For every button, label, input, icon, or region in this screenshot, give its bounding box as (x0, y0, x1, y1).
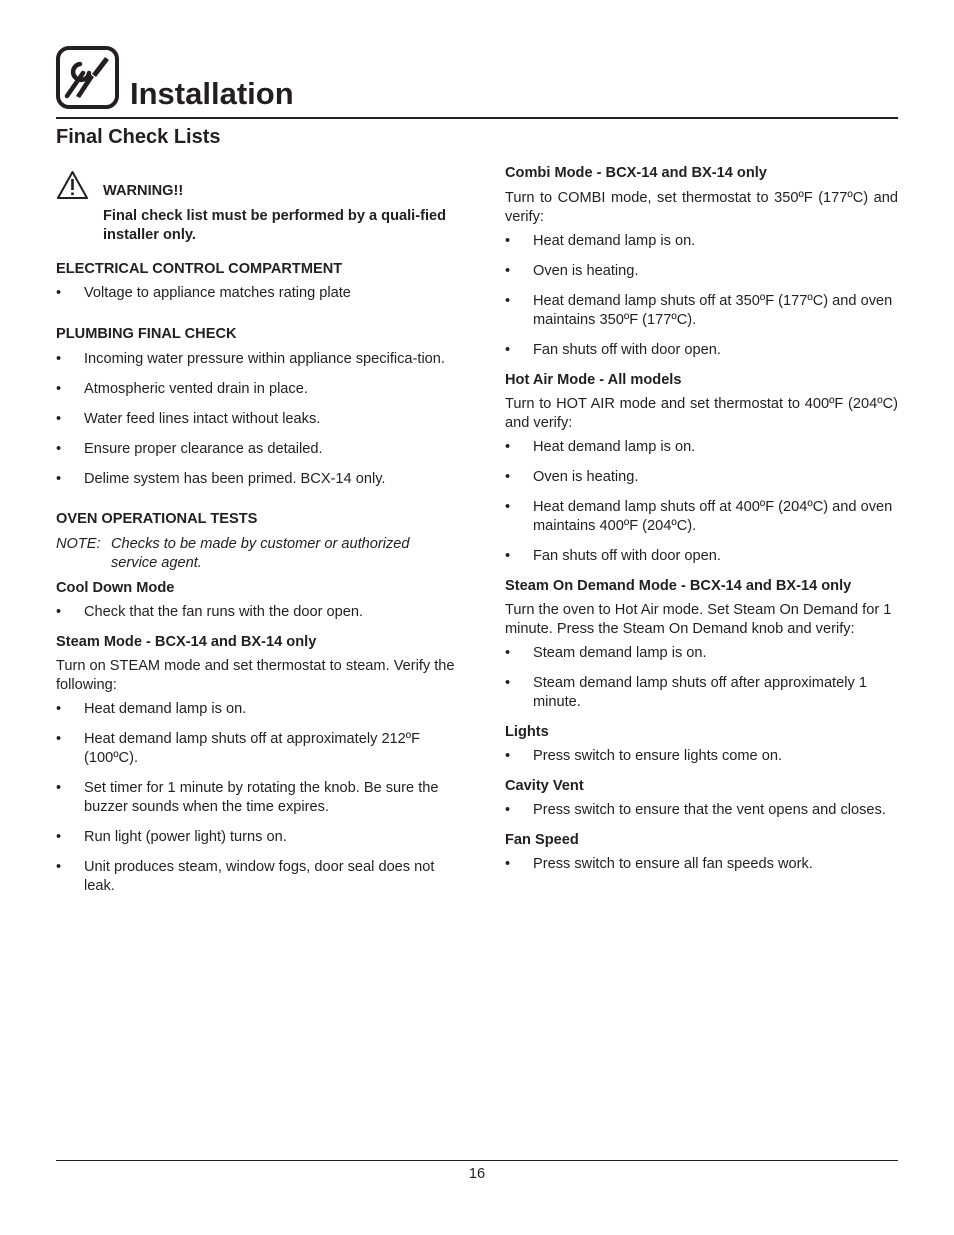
list-item: • Heat demand lamp shuts off at 350ºF (177ºC) and oven maintains 350ºF (177ºC). (505, 293, 893, 328)
list-item: • Heat demand lamp is on. (505, 233, 696, 249)
bullet-icon: • (56, 351, 62, 367)
list-item: • Steam demand lamp shuts off after approximately 1 minute. (505, 675, 867, 710)
list-item: • Unit produces steam, window fogs, door seal does not leak. (56, 859, 435, 894)
list-item: • Oven is heating. (505, 469, 639, 485)
steam-on-demand-heading: Steam On Demand Mode - BCX-14 and BX-14 only (505, 578, 852, 594)
fan-speed-list (505, 855, 898, 874)
steam-on-demand-list (505, 644, 898, 712)
electrical-heading: ELECTRICAL CONTROL COMPARTMENT (56, 261, 343, 277)
lights-list (505, 747, 898, 766)
oven-tests-note (56, 535, 456, 573)
hot-air-list (505, 438, 898, 566)
list-item: • Heat demand lamp is on. (56, 701, 247, 717)
left-column (56, 170, 456, 896)
list-item: • Incoming water pressure within appliance specifica-tion. (56, 351, 445, 367)
lights-heading: Lights (505, 724, 549, 740)
bullet-icon: • (505, 439, 511, 455)
list-item: • Heat demand lamp is on. (505, 439, 696, 455)
list-item: • Delime system has been primed. BCX-14 only. (56, 471, 386, 487)
cavity-vent-list (505, 801, 898, 820)
page-title: Installation (130, 76, 294, 111)
list-item: • Fan shuts off with door open. (505, 342, 721, 358)
steam-mode-heading: Steam Mode - BCX-14 and BX-14 only (56, 634, 317, 650)
fan-speed-heading: Fan Speed (505, 832, 579, 848)
electrical-list (56, 284, 456, 303)
bullet-icon: • (505, 233, 511, 249)
header-rule (56, 117, 898, 119)
cool-down-list (56, 603, 456, 622)
plumbing-heading: PLUMBING FINAL CHECK (56, 326, 237, 342)
footer-rule (56, 1160, 898, 1161)
list-item: • Fan shuts off with door open. (505, 548, 721, 564)
page-number: 16 (468, 1166, 486, 1182)
steam-mode-intro: Turn on STEAM mode and set thermostat to steam. Verify the following: (56, 658, 455, 693)
list-item: • Steam demand lamp is on. (505, 645, 707, 661)
oven-tests-heading: OVEN OPERATIONAL TESTS (56, 511, 258, 527)
warning-block (56, 170, 456, 258)
bullet-icon: • (505, 548, 511, 564)
right-column (505, 164, 898, 874)
list-item: • Run light (power light) turns on. (56, 829, 287, 845)
bullet-icon: • (505, 293, 511, 309)
bullet-icon: • (505, 748, 511, 764)
bullet-icon: • (56, 731, 62, 747)
plumbing-list (56, 350, 456, 489)
warning-icon (56, 170, 89, 200)
note-text: Checks to be made by customer or authorized service agent. (111, 536, 410, 571)
bullet-icon: • (56, 829, 62, 845)
list-item: • Ensure proper clearance as detailed. (56, 441, 323, 457)
bullet-icon: • (505, 675, 511, 691)
list-item: • Heat demand lamp shuts off at 400ºF (204ºC) and oven maintains 400ºF (204ºC). (505, 499, 893, 534)
list-item: • Atmospheric vented drain in place. (56, 381, 308, 397)
list-item: • Set timer for 1 minute by rotating the knob. Be sure the buzzer sounds when the time expires. (56, 780, 439, 815)
list-item: • Heat demand lamp shuts off at approximately 212ºF (100ºC). (56, 731, 421, 766)
bullet-icon: • (505, 263, 511, 279)
bullet-icon: • (56, 441, 62, 457)
bullet-icon: • (505, 856, 511, 872)
bullet-icon: • (56, 701, 62, 717)
tools-icon (56, 46, 119, 109)
bullet-icon: • (505, 499, 511, 515)
combi-heading: Combi Mode - BCX-14 and BX-14 only (505, 165, 767, 181)
bullet-icon: • (56, 604, 62, 620)
cool-down-heading: Cool Down Mode (56, 580, 175, 596)
bullet-icon: • (56, 471, 62, 487)
list-item: • Water feed lines intact without leaks. (56, 411, 321, 427)
bullet-icon: • (505, 645, 511, 661)
bullet-icon: • (505, 802, 511, 818)
bullet-icon: • (56, 859, 62, 875)
bullet-icon: • (56, 411, 62, 427)
steam-on-demand-intro: Turn the oven to Hot Air mode. Set Steam On Demand for 1 minute. Press the Steam On Demand knob and verify: (505, 602, 892, 637)
list-item: • Check that the fan runs with the door open. (56, 604, 364, 620)
list-item: • Press switch to ensure that the vent opens and closes. (505, 802, 886, 818)
section-title: Final Check Lists (56, 126, 221, 148)
hot-air-heading: Hot Air Mode - All models (505, 372, 682, 388)
hot-air-intro: Turn to HOT AIR mode and set thermostat to 400ºF (204ºC) and verify: (505, 396, 898, 431)
steam-mode-list (56, 700, 456, 896)
combi-list (505, 232, 898, 360)
combi-intro: Turn to COMBI mode, set thermostat to 350ºF (177ºC) and verify: (505, 190, 898, 225)
warning-text: Final check list must be performed by a quali-fied installer only. (103, 208, 447, 243)
list-item: • Press switch to ensure all fan speeds work. (505, 856, 813, 872)
list-item: • Voltage to appliance matches rating plate (56, 285, 351, 301)
bullet-icon: • (505, 342, 511, 358)
warning-title: WARNING!! (103, 183, 184, 199)
bullet-icon: • (56, 780, 62, 796)
bullet-icon: • (56, 285, 62, 301)
note-label: NOTE: (56, 536, 101, 552)
bullet-icon: • (505, 469, 511, 485)
cavity-vent-heading: Cavity Vent (505, 778, 584, 794)
list-item: • Press switch to ensure lights come on. (505, 748, 783, 764)
bullet-icon: • (56, 381, 62, 397)
list-item: • Oven is heating. (505, 263, 639, 279)
